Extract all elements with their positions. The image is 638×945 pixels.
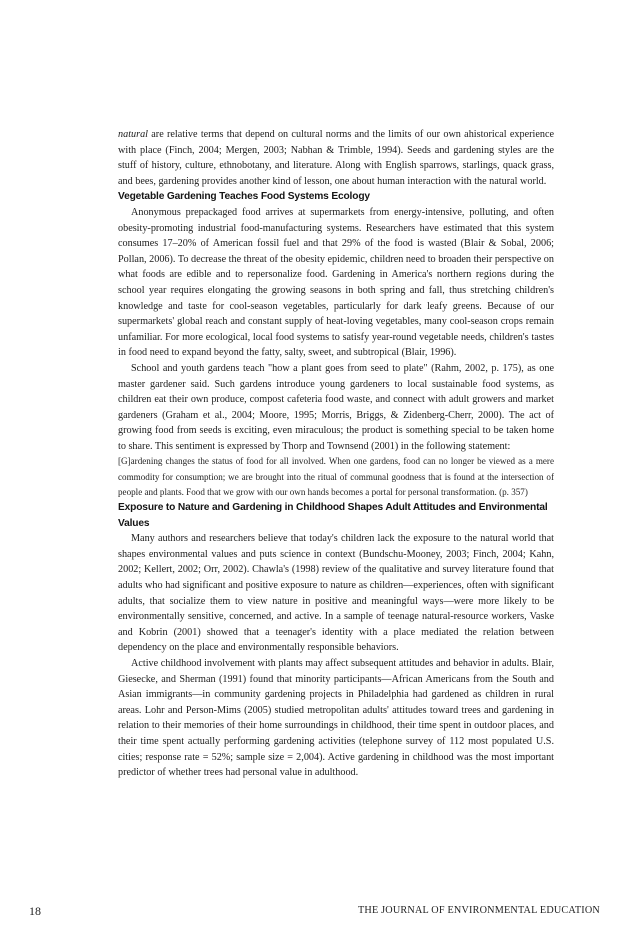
body-paragraph: Many authors and researchers believe that today's children lack the exposure to the natural world that shapes environmental values and puts science in context (Bundschu-Mooney, 2003; Finch, 2004; Kahn, 2002; Kellert, 2002; Orr, 2002). Chawla's (1998) review of the qualitative and survey literature found that adults who had significant and positive exposure to nature as children—experiences, often with significant adults, that socialize them to view nature in positive and meaningful ways—were more likely to be environmentally sensitive, concerned, and active. In a sample of teenage natural-resource workers, Vaske and Kobrin (2001) showed that a teenager's identity with a place mediated the relation between dependency on the place and environmentally responsible behaviors. [118, 533, 554, 654]
journal-title-footer: THE JOURNAL OF ENVIRONMENTAL EDUCATION [357, 905, 600, 916]
body-paragraph: Active childhood involvement with plants may affect subsequent attitudes and behavior in adults. Blair, Giesecke, and Sherman (1991) found that minority participants—African Americans from the South and Asian immigrants—in community gardening projects in Philadelphia had gardened as children in rural areas. Lohr and Person-Mims (2005) studied metropolitan adults' attitudes toward trees and gardening in relation to their memories of their home surroundings in childhood, their time spent in outdoor places, and their time spent actually performing gardening activities (telephone survey of 112 most populated U.S. cities; response rate = 52%; sample size = 2,004). Active gardening in childhood was the most important predictor of whether trees had personal value in adulthood. [118, 658, 554, 779]
intro-lead-word: natural [118, 129, 149, 140]
section-heading-childhood-exposure: Exposure to Nature and Gardening in Childhood Shapes Adult Attitudes and Environmental Values [118, 502, 548, 529]
body-paragraph: School and youth gardens teach "how a plant goes from seed to plate" (Rahm, 2002, p. 175), as one master gardener said. Such gardens introduce young gardeners to local sustainable food systems, as children eat their own produce, compost cafeteria food waste, and connect with adult growers and market gardeners (Graham et al., 2004; Moore, 1995; Morris, Briggs, & Zidenberg-Cherr, 2000). The act of growing food from seeds is exciting, even miraculous; the product is something special to be taken home to share. This sentiment is expressed by Thorp and Townsend (2001) in the following statement: [118, 362, 554, 452]
text-column [118, 127, 554, 781]
page-number: 18 [29, 904, 41, 918]
intro-paragraph-text: are relative terms that depend on cultural norms and the limits of our own ahistorical experience with place (Finch, 2004; Mergen, 2003; Nabhan & Trimble, 1994). Seeds and gardening styles are the stuff of history, culture, ethnobotany, and literature. Along with English sparrows, starlings, quack grass, and bees, gardening provides another kind of lesson, one about human interaction with the natural world. [118, 129, 554, 187]
body-paragraph: Anonymous prepackaged food arrives at supermarkets from energy-intensive, polluting, and often obesity-promoting industrial food-manufacturing systems. Researchers have estimated that this system consumes 17–20% of American fossil fuel and that 29% of the food is wasted (Blair & Sobal, 2006; Pollan, 2006). To decrease the threat of the obesity epidemic, children need to broaden their perspective on what foods are edible and to repersonalize food. Gardening in America's northern regions during the school year requires elongating the growing seasons in both spring and fall, thus stretching children's knowledge and taste for cool-season vegetables, particularly for dark leafy greens. Because of our supermarkets' global reach and constant supply of heat-loving vegetables, many cool-season crops remain unfamiliar. For more ecological, local food systems to satisfy year-round vegetable needs, children's tastes in food need to expand beyond the fatty, salty, sweet, and subtropical (Blair, 1996). [118, 206, 554, 359]
section-heading-food-systems: Vegetable Gardening Teaches Food Systems Ecology [118, 191, 370, 203]
intro-paragraph [118, 127, 554, 189]
block-quote: [G]ardening changes the status of food for all involved. When one gardens, food can no longer be viewed as a mere commodity for consumption; we are brought into the ritual of communal goodness that is found at the intersection of people and plants. Food that we grow with our own hands becomes a portal for personal transformation. (p. 357) [118, 456, 554, 497]
